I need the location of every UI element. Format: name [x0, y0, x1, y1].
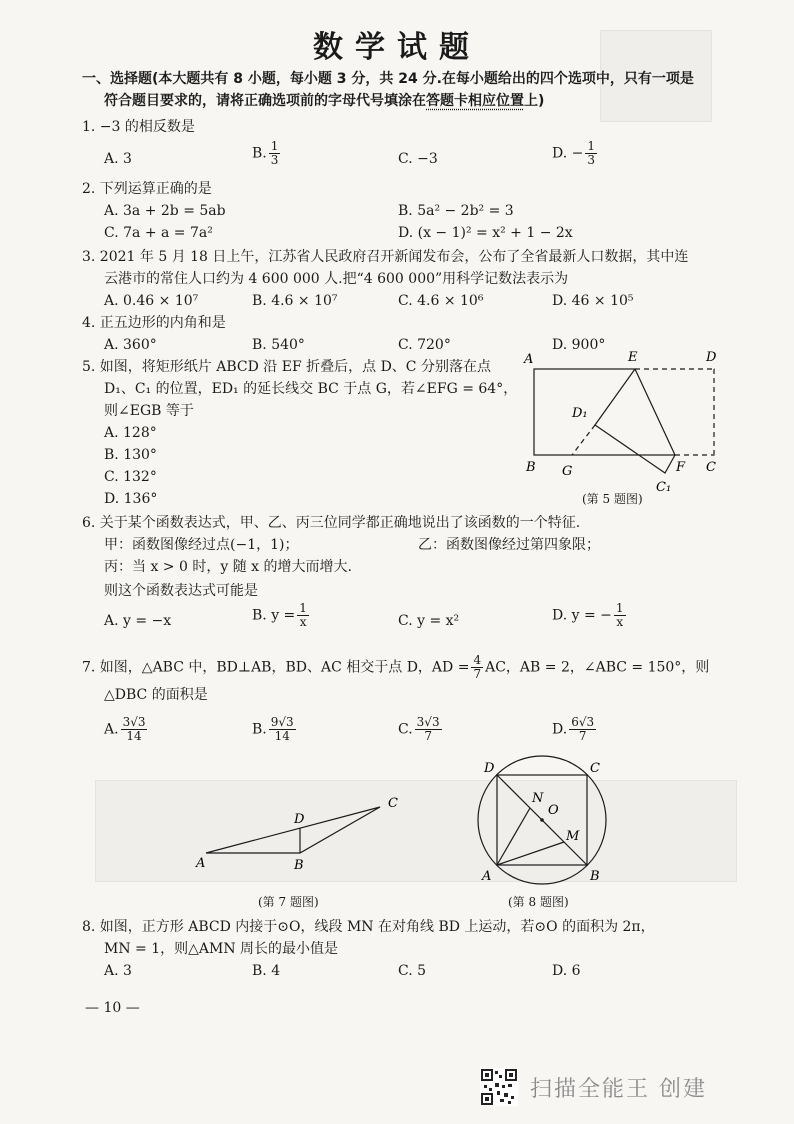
q4-option-d: D. 900° [552, 337, 606, 353]
denominator: x [299, 615, 307, 629]
q5-label-c: C [706, 460, 716, 475]
q1-option-d-label: D. − [552, 145, 584, 162]
q8-label-d: D [484, 761, 495, 776]
denominator: 7 [578, 729, 587, 743]
q3-option-b: B. 4.6 × 10⁷ [252, 293, 338, 309]
q7-triangle-abc [206, 807, 380, 853]
q2-option-d: D. (x − 1)² = x² + 1 − 2x [398, 225, 573, 241]
scanner-watermark: 扫描全能王 创建 [530, 1077, 707, 1102]
q6-option-d-label: D. y = − [552, 607, 612, 624]
denominator: 3 [587, 153, 595, 167]
q7-label-a: A [196, 856, 206, 871]
section-header-line1: 一、选择题(本大题共有 8 小题，每小题 3 分，共 24 分.在每小题给出的四个选项中，只有一项是 [82, 71, 694, 87]
denominator: 14 [274, 729, 290, 743]
numerator: 1 [299, 601, 307, 615]
q7-option-c-label: C. [398, 721, 413, 738]
q3-stem-line2: 云港市的常住人口约为 4 600 000 人.把“4 600 000”用科学记数法表示为 [104, 271, 569, 287]
q5-option-a: A. 128° [104, 425, 157, 441]
q1-option-b [252, 140, 282, 167]
q8-label-o: O [548, 803, 559, 818]
q5-folded-edge [595, 369, 675, 473]
numerator: 4 [473, 653, 482, 667]
q8-label-a: A [482, 869, 492, 884]
denominator: 14 [126, 729, 142, 743]
q7-stem-fraction [471, 654, 483, 681]
q2-option-a: A. 3a + 2b = 5ab [104, 203, 226, 219]
q5-label-a: A [524, 352, 534, 367]
q6-ask: 则这个函数表达式可能是 [104, 583, 258, 599]
q8-option-b: B. 4 [252, 963, 281, 979]
q1-option-b-fraction [269, 140, 281, 167]
q8-caption: (第 8 题图) [508, 895, 569, 909]
q7-option-b-fraction [269, 716, 296, 743]
numerator: 9√3 [270, 715, 294, 729]
q8-option-c: C. 5 [398, 963, 427, 979]
q7-option-d-label: D. [552, 721, 568, 738]
q3-stem-line1: 3. 2021 年 5 月 18 日上午，江苏省人民政府召开新闻发布会，公布了全省最新人口数据，其中连 [82, 249, 689, 265]
q4-stem: 4. 正五边形的内角和是 [82, 315, 226, 331]
q5-caption: (第 5 题图) [582, 492, 643, 506]
q2-option-c: C. 7a + a = 7a² [104, 225, 213, 241]
q7-option-d [552, 716, 598, 743]
numerator: 1 [615, 601, 624, 615]
denominator: 7 [424, 729, 432, 743]
q5-stem-line3: 则∠EGB 等于 [104, 403, 194, 419]
section-header-line2 [104, 92, 544, 110]
q7-option-c-fraction [415, 716, 442, 743]
q6-option-d-fraction [614, 602, 626, 629]
numerator: 3√3 [416, 715, 440, 729]
q5-label-c1: C₁ [656, 480, 672, 495]
q7-stem-line1 [82, 654, 709, 681]
q5-label-d: D [706, 350, 717, 365]
q5-rect-outline [534, 369, 714, 455]
q1-option-b-label: B. [252, 145, 267, 162]
q6-option-b-label: B. y = [252, 607, 296, 624]
q8-label-b: B [590, 869, 600, 884]
q7-label-c: C [388, 796, 398, 811]
q6-option-c: C. y = x² [398, 613, 460, 629]
q5-label-g: G [562, 464, 573, 479]
q5-label-d1: D₁ [572, 406, 588, 421]
q7-option-c [398, 716, 444, 743]
numerator: 1 [270, 139, 279, 153]
q7-stem-line2: △DBC 的面积是 [104, 687, 208, 703]
q5-label-e: E [628, 350, 638, 365]
q7-option-a-fraction [121, 716, 148, 743]
q8-option-a: A. 3 [104, 963, 132, 979]
q7-caption: (第 7 题图) [258, 895, 319, 909]
q7-option-b [252, 716, 298, 743]
q2-option-b: B. 5a² − 2b² = 3 [398, 203, 514, 219]
page-title: 数学试题 [313, 30, 481, 65]
q6-stem-line1: 6. 关于某个函数表达式，甲、乙、丙三位同学都正确地说出了该函数的一个特征. [82, 515, 581, 531]
q6-bing: 丙：当 x > 0 时，y 随 x 的增大而增大. [104, 559, 352, 575]
q8-segment-an [497, 808, 530, 865]
q2-stem: 2. 下列运算正确的是 [82, 181, 212, 197]
denominator: 3 [270, 153, 279, 167]
q4-option-b: B. 540° [252, 337, 305, 353]
q7-option-a [104, 716, 149, 743]
q5-option-c: C. 132° [104, 469, 157, 485]
page-number: — 10 — [85, 1000, 140, 1016]
q8-stem-line2: MN = 1，则△AMN 周长的最小值是 [104, 941, 339, 957]
q5-label-b: B [526, 460, 536, 475]
q4-option-c: C. 720° [398, 337, 451, 353]
section-header-emphasis: 答题卡相应位置 [426, 93, 524, 109]
q8-stem-line1: 8. 如图，正方形 ABCD 内接于⊙O，线段 MN 在对角线 BD 上运动，若⊙O 的面积为 2π， [82, 919, 655, 935]
q1-option-a: A. 3 [104, 151, 132, 167]
q7-label-b: B [294, 858, 304, 873]
q5-label-f: F [676, 460, 686, 475]
q8-label-n: N [532, 791, 544, 806]
q8-label-c: C [590, 761, 600, 776]
numerator: 1 [587, 139, 595, 153]
q6-option-b [252, 602, 311, 629]
q7-option-d-fraction [569, 716, 596, 743]
q6-jia: 甲：函数图像经过点(−1，1)； [104, 537, 299, 553]
q5-option-d: D. 136° [104, 491, 158, 507]
q8-figure [470, 752, 620, 892]
q7-stem-text: 7. 如图，△ABC 中，BD⊥AB，BD、AC 相交于点 D，AD = [82, 659, 470, 676]
q3-option-a: A. 0.46 × 10⁷ [104, 293, 199, 309]
denominator: x [616, 615, 624, 629]
q3-option-d: D. 46 × 10⁵ [552, 293, 634, 309]
q7-label-d: D [294, 812, 305, 827]
q8-segment-am [497, 842, 564, 865]
section-header-tail: 上) [524, 93, 545, 109]
q8-center-point [540, 818, 544, 822]
q1-option-c: C. −3 [398, 151, 438, 167]
q5-fold-line-ef [635, 369, 675, 455]
denominator: 7 [473, 667, 482, 681]
q7-stem-text-tail: AC，AB = 2，∠ABC = 150°，则 [485, 659, 710, 676]
q8-label-m: M [566, 829, 580, 844]
q6-option-a: A. y = −x [104, 613, 172, 629]
q4-option-a: A. 360° [104, 337, 157, 353]
numerator: 6√3 [571, 715, 595, 729]
q6-option-d [552, 602, 628, 629]
q6-yi: 乙：函数图像经过第四象限； [418, 537, 600, 553]
q7-figure [190, 785, 420, 885]
q1-option-d-fraction [585, 140, 597, 167]
numerator: 3√3 [122, 715, 146, 729]
q1-option-d [552, 140, 599, 167]
q5-dashed-ed1-extension [572, 425, 595, 455]
q7-option-a-label: A. [104, 721, 119, 738]
q7-option-b-label: B. [252, 721, 267, 738]
q5-stem-line2: D₁、C₁ 的位置，ED₁ 的延长线交 BC 于点 G，若∠EFG = 64°， [104, 381, 518, 397]
q3-option-c: C. 4.6 × 10⁶ [398, 293, 484, 309]
q6-option-b-fraction [297, 602, 309, 629]
q1-stem: 1. −3 的相反数是 [82, 119, 195, 135]
q5-stem-line1: 5. 如图，将矩形纸片 ABCD 沿 EF 折叠后，点 D、C 分别落在点 [82, 359, 491, 375]
qr-code-icon [480, 1068, 518, 1106]
q5-option-b: B. 130° [104, 447, 157, 463]
section-header-text: 符合题目要求的，请将正确选项前的字母代号填涂在 [104, 93, 426, 109]
q8-option-d: D. 6 [552, 963, 581, 979]
